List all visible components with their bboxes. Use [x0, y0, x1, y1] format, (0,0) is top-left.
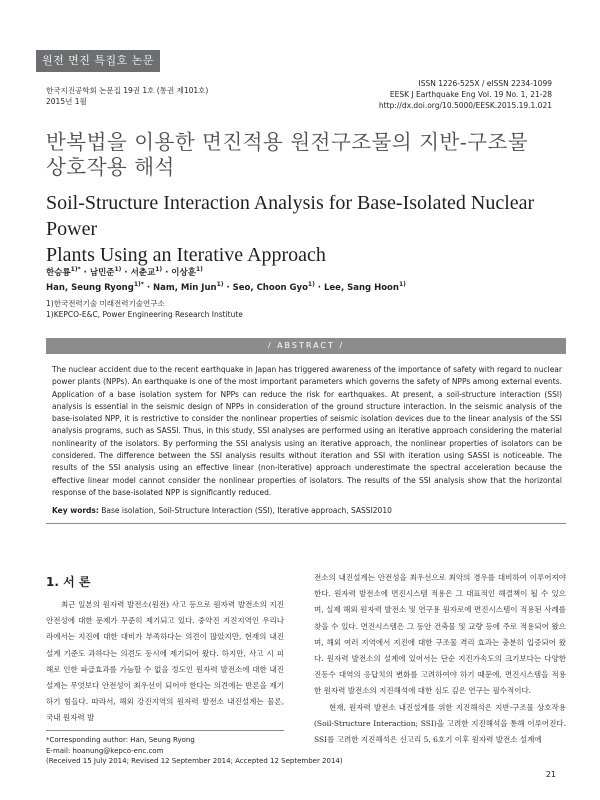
author-sup: 1) [307, 281, 315, 288]
title-korean [46, 130, 566, 180]
author-separator: · [162, 268, 172, 278]
title-english-line: Soil-Structure Interaction Analysis for Base-Isolated Nuclear Power [46, 192, 535, 240]
paragraph: 최근 일본의 원자력 발전소(원전) 사고 등으로 원자력 발전소의 지진 안전성에 대한 문제가 꾸준히 제기되고 있다. 중약진 지진지역인 우리나라에서는 지진에 대한 대비가 부족하다는 의견이 많았지만, 현재의 내진설계 기준도 과하다는 의견도 동시에 제기되어 왔다. 하지만, 사고 시 피해로 인한 파급효과를 가늠할 수 없을 정도인 원자력 발전소에 대한 내진설계는 무엇보다 안전성이 최우선이 되어야 한다는 의견에는 반론을 제기하기 힘들다. 따라서, 해외 강진지역의 원자력 발전소 내진설계는 물론, 국내 원자력 발 [46, 600, 284, 723]
author-separator: · [121, 268, 131, 278]
abstract-header: / ABSTRACT / [46, 338, 566, 354]
abstract-text: The nuclear accident due to the recent earthquake in Japan has triggered awareness of the importance of safety with regard to nuclear power plants (NPPs). An earthquake is one of the most important parameters which governs the safety of NPPs among external events. Application of a base isolation system for NPPs can reduce the risk for earthquakes. At present, a soil-structure interaction (SSI) analysis is essential in the seismic design of NPPs in consideration of the ground structure interaction. In the seismic analysis of the base-isolated NPP, it is restrictive to consider the nonlinear properties of seismic isolation devices due to the linear analysis of the SSI analysis programs, such as SASSI. Thus, in this study, SSI analyses are performed using an iterative approach considering the material nonlinearity of the isolators. By performing the SSI analysis using an iterative approach, the nonlinear properties of isolators can be considered. The difference between the SSI analysis results without iteration and SSI with iteration using SASSI is noticeable. The results of the SSI analysis using an effective linear (non-iterative) approach underestimate the spectral acceleration because the effective linear model cannot consider the nonlinear properties of isolators. The results of the SSI analysis show that the horizontal response of the base-isolated NPP is significantly reduced. [52, 365, 562, 497]
corresponding-author: *Corresponding author: Han, Seung Ryong [46, 736, 195, 744]
journal-name-en: EESK J Earthquake Eng Vol. 19 No. 1, 21-28 [389, 90, 552, 99]
footnote-divider [46, 730, 284, 731]
affiliation-korean: 1)한국전력기술 미래전력기술연구소 [46, 299, 165, 308]
author-name: Han, Seung Ryong [46, 282, 134, 293]
author-name: Nam, Min Jun [153, 282, 217, 293]
author-sup: 1) [195, 266, 203, 274]
paragraph: 현재, 원자력 발전소 내진설계를 위한 지진해석은 지반-구조물 상호작용(Soil-Structure Interaction; SSI)을 고려한 지진해석을 통해 이루어진다. SSI를 고려한 지진해석은 신고리 5, 6호기 이후 원자력 발전소 설계에 [314, 702, 566, 745]
journal-info-korean [46, 85, 208, 107]
special-issue-tag: 원전 면진 특집호 논문 [36, 50, 160, 72]
author-sup: 1) [114, 266, 122, 274]
abstract-divider [46, 523, 566, 524]
author-sup: 1) [398, 281, 406, 288]
issn: ISSN 1226-525X / eISSN 2234-1099 [418, 79, 552, 88]
author-name: 남민준 [89, 268, 115, 278]
section-heading: 1. 서 론 [46, 575, 91, 589]
right-column [314, 570, 566, 748]
author-separator: · [223, 282, 233, 293]
author-name: 이상훈 [171, 268, 196, 278]
keywords-label: Key words: [52, 506, 99, 515]
page-number: 21 [545, 770, 556, 779]
author-separator: · [80, 268, 90, 278]
authors-korean [46, 266, 203, 278]
author-sup: 1) [216, 281, 224, 288]
email[interactable]: E-mail: hoanung@kepco-enc.com [46, 746, 164, 755]
author-separator: · [314, 282, 324, 293]
journal-info-english [379, 78, 552, 111]
author-name: 서춘교 [130, 268, 156, 278]
paragraph: 전소의 내진설계는 안전성을 최우선으로 최악의 경우를 대비하여 이루어져야 한다. 원자력 발전소에 면진시스템 적용은 그 대표적인 해결책이 될 수 있으며, 실제 해외 원자력 발전소 및 연구용 원자로에 면진시스템이 적용된 사례를 찾을 수 있다. 면진시스템은 그 동안 건축물 및 교량 등에 주로 적용되어 왔으며, 해외 여러 지역에서 지진에 대한 구조물 격리 효과는 충분히 입증되어 왔다. 원자력 발전소의 설계에 있어서는 단순 지진가속도의 크기보다는 다양한 진동수 대역의 응답치의 변화를 고려하여야 하기 때문에, 면진시스템을 적용한 원자력 발전소의 지진해석에 대한 심도 깊은 연구는 필수적이다. [314, 573, 566, 696]
received-dates: (Received 15 July 2014; Revised 12 September 2014; Accepted 12 September 2014) [46, 757, 343, 765]
author-name: Seo, Choon Gyo [232, 282, 308, 293]
footnote [46, 735, 343, 767]
authors-english [46, 281, 406, 293]
author-name: 한승룡 [46, 268, 71, 278]
keywords-list: Base isolation, Soil-Structure Interaction (SSI), Iterative approach, SASSI2010 [101, 506, 392, 515]
author-sup: 1)* [133, 281, 144, 288]
keywords [52, 506, 392, 515]
author-sup: 1) [155, 266, 163, 274]
affiliation-english: 1)KEPCO-E&C, Power Engineering Research Institute [46, 310, 243, 319]
title-english-line: Plants Using an Iterative Approach [46, 244, 326, 266]
author-name: Lee, Sang Hoon [324, 282, 399, 293]
doi-link[interactable]: http://dx.doi.org/10.5000/EESK.2015.19.1.021 [378, 101, 552, 110]
title-korean-line: 상호작용 해석 [46, 155, 175, 179]
author-sup: 1)* [70, 266, 81, 274]
left-column [46, 597, 284, 727]
title-english [46, 190, 566, 268]
title-korean-line: 반복법을 이용한 면진적용 원전구조물의 지반-구조물 [46, 130, 529, 154]
journal-name-ko: 한국지진공학회 논문집 19권 1호 (통권 제101호) [46, 86, 209, 95]
author-separator: · [143, 282, 154, 293]
journal-date-ko: 2015년 1월 [46, 97, 87, 106]
